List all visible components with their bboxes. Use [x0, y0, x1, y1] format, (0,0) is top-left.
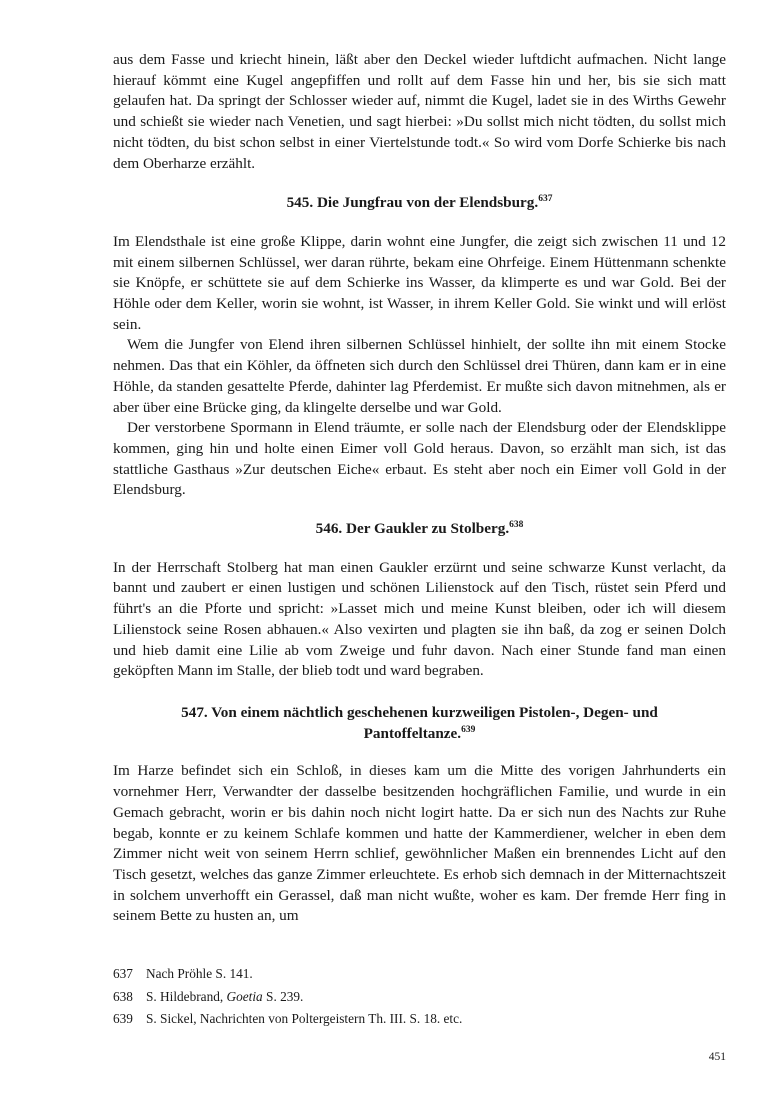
footnote-italic-title: Goetia	[226, 988, 263, 1004]
section-547-heading	[113, 703, 726, 744]
footnote-638	[113, 986, 726, 1009]
footnote-ref-638: 638	[509, 520, 524, 531]
section-545-paragraph-1: Im Elendsthale ist eine große Klippe, darin wohnt eine Jungfer, die zeigt sich zwischen 11 und 12 mit einem silbernen Schlüssel, wer daran rührte, bekam eine Ohrfeige. Einem Hüttenmann schenkte sie Knöpfe, er schüttete sie auf dem Schierke ins Wasser, da klimperte es und war Gold. Bei der Höhle oder dem Keller, worin sie wohnt, ist Wasser, in ihrem Keller Gold. Sie winkt und will erlöst sein.	[113, 232, 726, 333]
page-number: 451	[708, 1051, 726, 1063]
section-545-paragraph-3: Der verstorbene Spormann in Elend träumte, er solle nach der Elendsburg oder der Elendsklippe kommen, ging hin und holte einen Eimer voll Gold heraus. Davon, so erzählt man sich, ist das stattliche Gasthaus »Zur deutschen Eiche« erbaut. Es steht aber noch ein Eimer voll Gold in der Elendsburg.	[113, 419, 726, 499]
section-546-paragraph-1: In der Herrschaft Stolberg hat man einen Gaukler erzürnt und seine schwarze Kunst verlacht, da bannt und zaubert er einen lustigen und schönen Lilienstock auf den Tisch, rüstet sein Pferd und führt's an die Pforte und spricht: »Lasset mich und meine Kunst bleiben, oder ich will diesem Lilienstock seine Rosen abhauen.« Also vexirten und plagten sie ihn baß, da zog er seinen Dolch und hieb damit eine Lilie ab vom Zweige und fuhr davon. Nach einer Stunde fand man einen geköpften Mann im Stalle, der blieb todt und ward begraben.	[113, 558, 726, 680]
footnote-ref-639: 639	[461, 724, 476, 735]
footnote-text: S. Sickel, Nachrichten von Poltergeistern Th. III. S. 18. etc.	[146, 1011, 463, 1027]
footnote-text-post: S. 239.	[262, 988, 304, 1004]
footnotes	[113, 963, 726, 1031]
section-546-title: 546. Der Gaukler zu Stolberg.	[315, 520, 510, 538]
section-547-paragraph-1: Im Harze befindet sich ein Schloß, in dieses kam um die Mitte des vorigen Jahrhunderts ein vornehmer Herr, Verwandter der dasselbe besitzenden hochgräflichen Familie, und wurde in ein Gemach gebracht, worin er bis dahin noch nicht logirt hatte. Da er sich nun des Nachts zur Ruhe begab, konnte er zu keinem Schlafe kommen und hatte der Kammerdiener, welcher in eben dem Zimmer nicht weit von seinem Herrn schlief, gewöhnlicher Maßen ein brennendes Licht auf den Tisch gesetzt, welches das ganze Zimmer erleuchtete. Es erhob sich demnach in der Mitternachtszeit in solchem unverhofft ein Gerassel, daß man nicht wußte, woher es kam. Der fremde Herr fing in seinem Bette zu husten an, um	[113, 762, 726, 925]
section-547-title-line2: Pantoffeltanze.	[363, 724, 462, 742]
section-546-heading	[113, 519, 726, 540]
footnote-639	[113, 1008, 726, 1031]
footnote-637	[113, 963, 726, 986]
page-body	[113, 50, 726, 927]
footnote-text: Nach Pröhle S. 141.	[146, 966, 253, 981]
footnote-number: 638	[113, 988, 133, 1004]
footnote-number: 637	[113, 966, 133, 981]
section-545-paragraph-2: Wem die Jungfer von Elend ihren silbernen Schlüssel hinhielt, der sollte ihn mit einem Stocke nehmen. Das that ein Köhler, da öffneten sich durch den Schlüssel drei Thüren, dann kam er in eine Höhle, da standen gesattelte Pferde, dahinter lag Pferdemist. Er mußte sich davon mitnehmen, als er aber über eine Brücke ging, da klingelte derselbe und war Gold.	[113, 336, 726, 416]
footnote-ref-637: 637	[538, 194, 553, 205]
section-547-title-line1: 547. Von einem nächtlich geschehenen kurzweiligen Pistolen-, Degen- und	[181, 703, 658, 721]
intro-paragraph: aus dem Fasse und kriecht hinein, läßt aber den Deckel wieder luftdicht aufmachen. Nicht lange hierauf kömmt eine Kugel angepfiffen und rollt auf dem Fasse hin und her, bis sie sich matt gelaufen hat. Da springt der Schlosser wieder auf, nimmt die Kugel, ladet sie in des Wirths Gewehr und schießt sie wieder nach Venetien, und sagt hierbei: »Du sollst mich nicht tödten, du sollst mich nicht tödten, du bist schon selbst in einer Viertelstunde todt.« So wird vom Dorfe Schierke bis nach dem Oberharze erzählt.	[113, 51, 726, 172]
section-545-title: 545. Die Jungfrau von der Elendsburg.	[286, 194, 539, 212]
footnote-text	[146, 986, 303, 1009]
footnote-text-pre: S. Hildebrand,	[146, 988, 227, 1004]
section-545-heading	[113, 193, 726, 214]
footnote-number: 639	[113, 1011, 133, 1027]
